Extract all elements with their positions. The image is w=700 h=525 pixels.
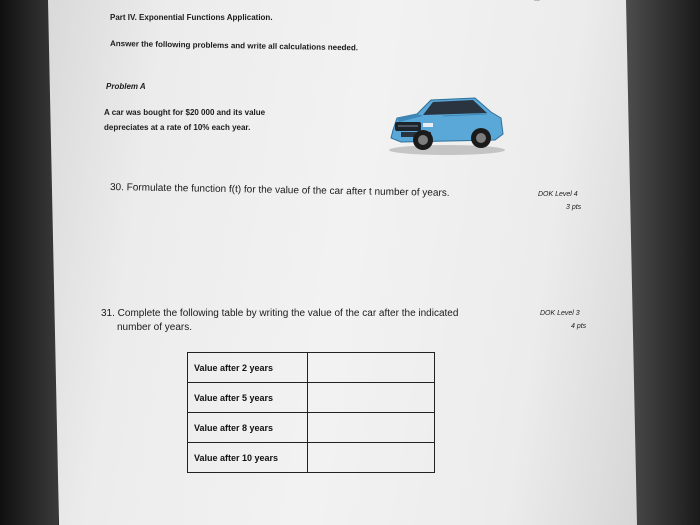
corner-text <box>534 0 540 3</box>
table-answer-cell[interactable] <box>307 353 434 383</box>
car-image <box>383 88 509 158</box>
table-answer-cell[interactable] <box>307 413 434 443</box>
table-row-label: Value after 2 years <box>188 353 308 383</box>
table-row-label: Value after 5 years <box>188 383 308 413</box>
instructions: Answer the following problems and write all calculations needed. <box>109 39 359 53</box>
q30-text: 30. Formulate the function f(t) for the value of the car after t number of years. <box>109 182 450 199</box>
table-row <box>188 413 435 443</box>
problem-label: Problem A <box>106 82 146 91</box>
part-title: Part IV. Exponential Functions Application. <box>110 13 273 22</box>
values-table <box>187 352 435 473</box>
table-answer-cell[interactable] <box>307 443 434 473</box>
table-row-label: Value after 8 years <box>188 413 308 443</box>
q31-dok: DOK Level 3 <box>540 310 580 317</box>
table-row-label: Value after 10 years <box>188 443 308 473</box>
problem-text-line1: A car was bought for $20 000 and its value <box>104 108 266 117</box>
table-row <box>188 443 435 473</box>
problem-text-line2: depreciates at a rate of 10% each year. <box>104 123 251 132</box>
q31-pts: 4 pts <box>571 323 587 330</box>
q30-dok: DOK Level 4 <box>538 191 578 198</box>
q31-text-line2: number of years. <box>117 322 193 333</box>
table-row <box>188 383 435 413</box>
q30-pts: 3 pts <box>566 204 582 211</box>
q31-text-line1: 31. Complete the following table by writing the value of the car after the indicated <box>101 308 459 319</box>
table-row <box>188 353 435 383</box>
table-answer-cell[interactable] <box>307 383 434 413</box>
